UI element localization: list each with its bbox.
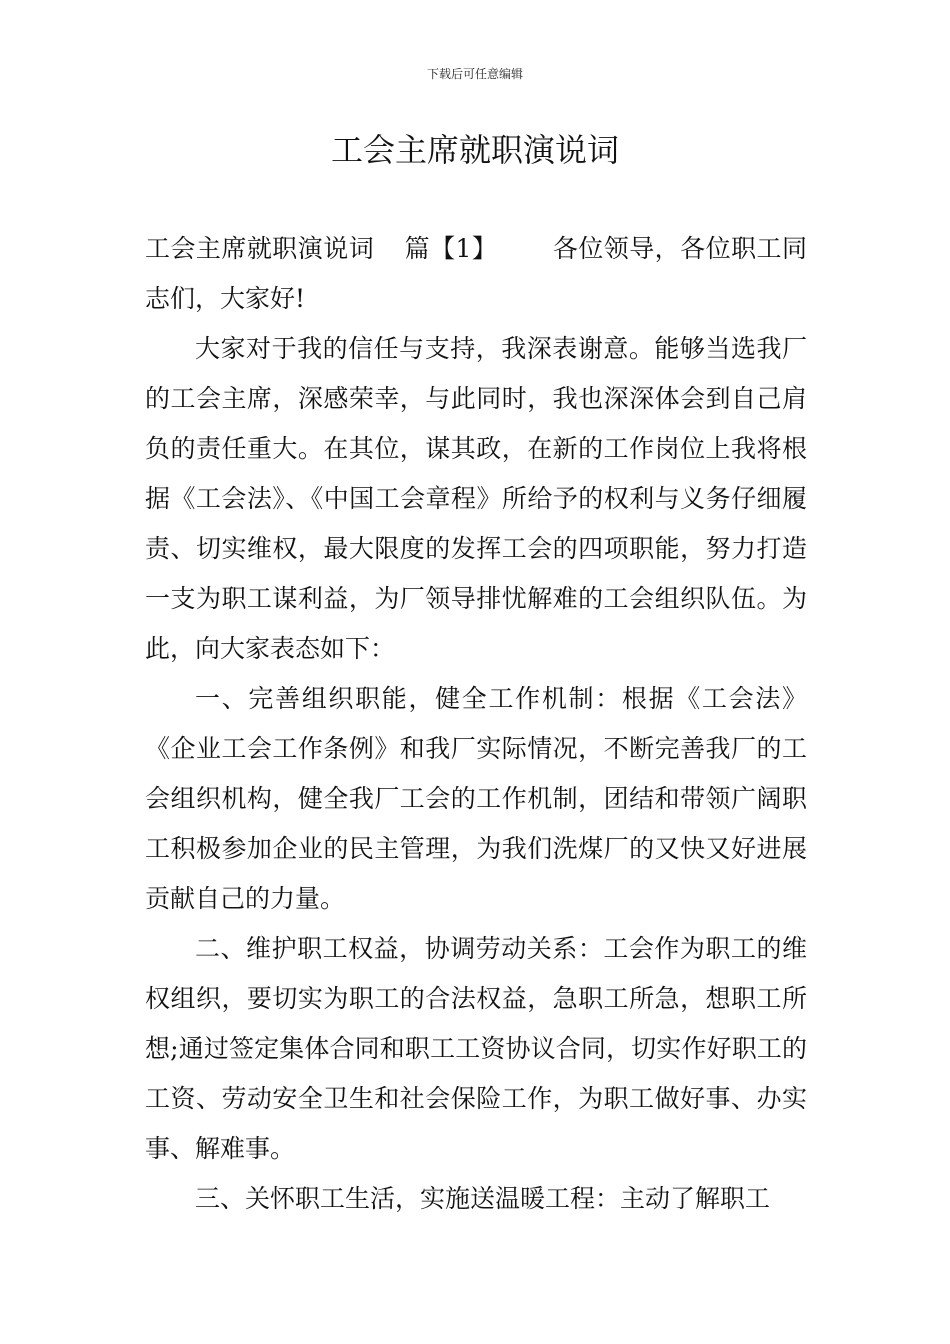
- document-title: 工会主席就职演说词: [330, 131, 619, 169]
- greeting: 各位领导，各位职工同志们，大家好!: [145, 234, 807, 313]
- document-body: [145, 224, 807, 1224]
- paragraph-2: 一、完善组织职能，健全工作机制：根据《工会法》《企业工会工作条例》和我厂实际情况，不断完善我厂的工会组织机构，健全我厂工会的工作机制，团结和带领广阔职工积极参加企业的民主管理，为我们洗煤厂的又快又好进展贡献自己的力量。: [145, 684, 807, 913]
- paragraph-4: 三、关怀职工生活，实施送温暖工程：主动了解职工: [195, 1184, 771, 1213]
- section-tag: 篇【1】: [404, 234, 498, 263]
- intro-heading: 工会主席就职演说词: [145, 234, 375, 263]
- paragraph-3: 二、维护职工权益，协调劳动关系：工会作为职工的维权组织，要切实为职工的合法权益，急职工所急，想职工所想;通过签定集体合同和职工工资协议合同，切实作好职工的工资、劳动安全卫生和社会保险工作，为职工做好事、办实事、解难事。: [145, 934, 807, 1163]
- paragraph-1: 大家对于我的信任与支持，我深表谢意。能够当选我厂的工会主席，深感荣幸，与此同时，我也深深体会到自己肩负的责任重大。在其位，谋其政，在新的工作岗位上我将根据《工会法》、《中国工会章程》所给予的权利与义务仔细履责、切实维权，最大限度的发挥工会的四项职能，努力打造一支为职工谋利益，为厂领导排忧解难的工会组织队伍。为此，向大家表态如下：: [145, 334, 807, 663]
- header-note: 下载后可任意编辑: [426, 67, 523, 81]
- intro-paragraph: [145, 224, 807, 324]
